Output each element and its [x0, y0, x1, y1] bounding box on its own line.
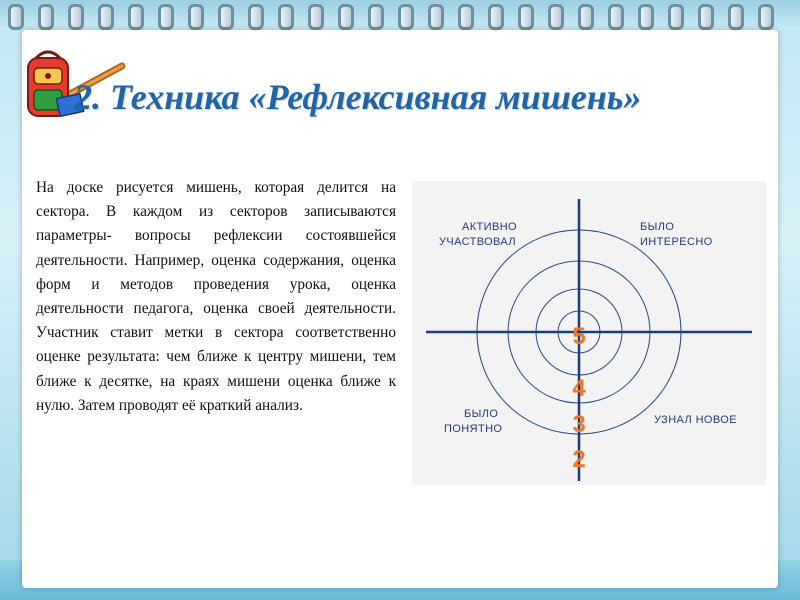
sector-label-active-2: УЧАСТВОВАЛ	[439, 236, 517, 248]
spiral-ring	[518, 4, 534, 30]
spiral-ring	[38, 4, 54, 30]
spiral-ring	[578, 4, 594, 30]
spiral-ring	[608, 4, 624, 30]
reflexive-target-diagram	[412, 181, 766, 485]
spiral-ring	[278, 4, 294, 30]
notebook-spiral-band	[0, 0, 800, 30]
spiral-ring	[548, 4, 564, 30]
spiral-ring	[458, 4, 474, 30]
score-4: 4	[572, 375, 586, 402]
score-2: 2	[572, 446, 586, 473]
score-3: 3	[572, 411, 586, 438]
slide-title: 2. Техника «Рефлексивная мишень»	[74, 77, 642, 117]
spiral-ring	[428, 4, 444, 30]
sector-label-active-1: АКТИВНО	[462, 221, 518, 233]
score-5: 5	[572, 323, 586, 350]
spiral-ring	[218, 4, 234, 30]
sector-label-clear-1: БЫЛО	[464, 408, 499, 420]
spiral-ring	[338, 4, 354, 30]
spiral-ring	[698, 4, 714, 30]
spiral-ring	[638, 4, 654, 30]
spiral-ring	[308, 4, 324, 30]
spiral-ring	[158, 4, 174, 30]
spiral-ring	[98, 4, 114, 30]
sector-label-clear-2: ПОНЯТНО	[444, 423, 503, 435]
spiral-ring	[728, 4, 744, 30]
spiral-ring	[188, 4, 204, 30]
spiral-ring	[758, 4, 774, 30]
sector-label-interesting-2: ИНТЕРЕСНО	[640, 236, 713, 248]
spiral-ring	[398, 4, 414, 30]
spiral-ring	[8, 4, 24, 30]
spiral-ring	[248, 4, 264, 30]
spiral-ring	[368, 4, 384, 30]
spiral-ring	[68, 4, 84, 30]
description-paragraph: На доске рисуется мишень, которая делится на сектора. В каждом из секторов записываются параметры- вопросы рефлексии состоявшейся деятельности. Например, оценка содержания, оценка форм и методов проведения урока, оценка деятельности педагога, оценка своей деятельности. Участник ставит метки в сектора соответственно оценке результата: чем ближе к центру мишени, тем ближе к десятке, на краях мишени оценка ближе к нулю. Затем проводят её краткий анализ.	[36, 179, 396, 414]
spiral-ring	[668, 4, 684, 30]
spiral-ring	[128, 4, 144, 30]
sector-label-interesting-1: БЫЛО	[640, 221, 675, 233]
sector-label-learned-new: УЗНАЛ НОВОЕ	[654, 414, 737, 426]
spiral-ring	[488, 4, 504, 30]
